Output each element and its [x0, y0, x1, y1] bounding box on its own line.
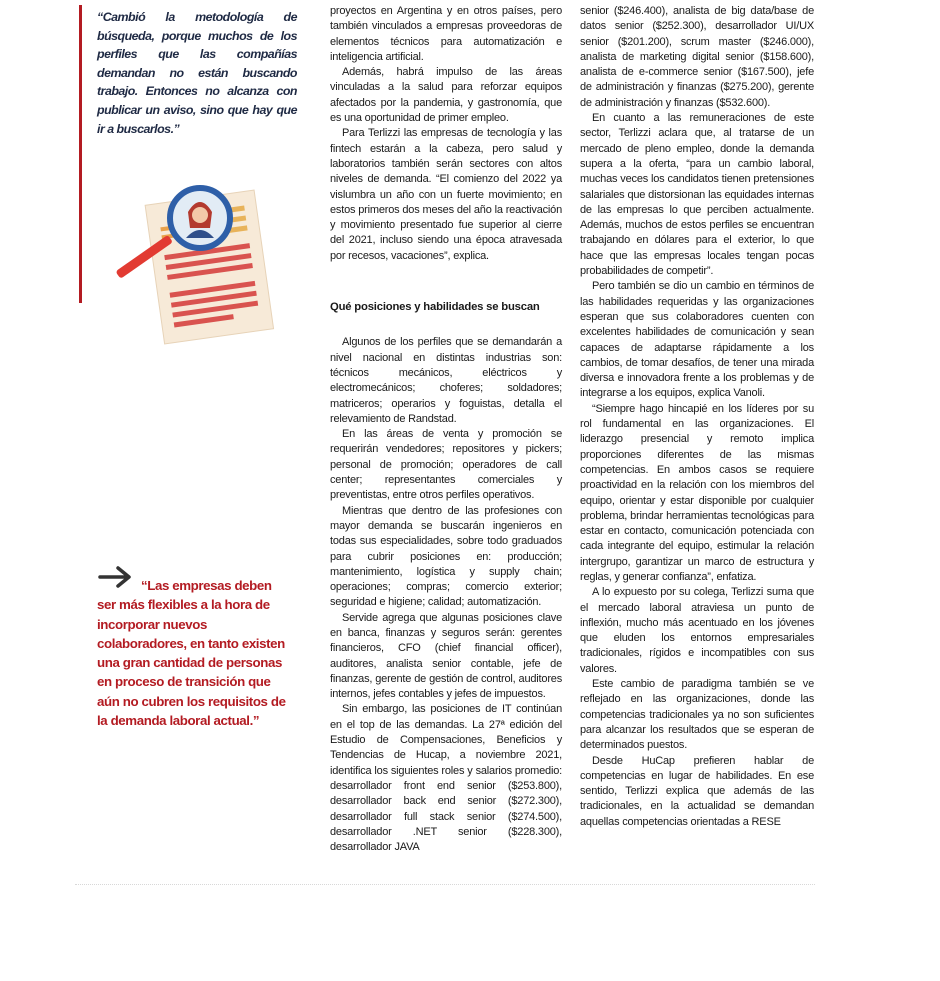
- paragraph: proyectos en Argentina y en otros países, pero también vinculados a empresas proveedoras de elementos técnicos para automatización e inteligencia artificial.: [330, 5, 562, 63]
- pull-quote-bottom: “Las empresas deben ser más flexibles a la hora de incorporar nuevos colaboradores, en tanto existen una gran cantidad de personas en proceso de transición que aún no cubren los requisitos de la demanda laboral actual.”: [97, 578, 286, 729]
- paragraph: Este cambio de paradigma también se ve reflejado en las organizaciones, donde las competencias tradicionales ya no son suficientes para alcanzar los resultados que se esperan de determinados puestos.: [580, 678, 814, 752]
- paragraph: Además, habrá impulso de las áreas vinculadas a la salud para reforzar equipos afectados por la pandemia, y gastronomía, que es una oportunidad de primer empleo.: [330, 66, 562, 125]
- section-heading: Qué posiciones y habilidades se buscan: [330, 301, 540, 314]
- paragraph: Desde HuCap prefieren hablar de competencias en lugar de habilidades. En ese sentido, Terlizzi explica que además de las tradicionales, en la actualidad se demandan aquellas competencias orientadas a RESE: [580, 754, 814, 828]
- paragraph: Pero también se dio un cambio en términos de las habilidades requeridas y las organizaciones esperan que sus colaboradores cuenten con excelentes habilidades de comunicación y sean capaces de adaptarse rápidamente a los cambios, de tomar desafíos, de tener una mirada diversa e innovadora frente a los problemas y de integrarse a los equipos, explica Vanoli.: [580, 280, 814, 400]
- paragraph: Servide agrega que algunas posiciones clave en banca, finanzas y seguros serán: gerentes financieros, CFO (chief financial officer), auditores, analista senior contable, jefe de finanzas, gerente de gestión de control, auditores internos, jefes contables y jefes de impuestos.: [330, 611, 562, 701]
- paragraph: “Siempre hago hincapié en los líderes por su rol fundamental en las organizaciones. El liderazgo presencial y remoto implica proporciones diferentes de las mismas competencias. En ambos casos se requiere proactividad en la relación con los miembros del equipo, orientar y estar disponible por cualquier problema, brindar herramientas tecnológicas para estar en contacto, comunicación potenciada con cada integrante del equipo, estimular la relación intergrupo, garantizar un marco de estructura y reglas, y generar confianza”, enfatiza.: [580, 402, 814, 583]
- magnifier-over-resume-icon: [92, 170, 282, 355]
- paragraph: Para Terlizzi las empresas de tecnología y las fintech estarán a la cabeza, pero salud y laboratorios también serán sectores con altos niveles de demanda. “El comienzo del 2022 ya vislumbra un año con un fuerte movimiento; en estos primeros dos meses del año la reactivación y movimiento presentado fue superior al cierre del 2021, incluso siendo una época atravesada por recesos, vacaciones”, explica.: [330, 127, 562, 262]
- paragraph: Mientras que dentro de las profesiones con mayor demanda se buscarán ingenieros en todas sus especialidades, sobre todo graduados para cubrir posiciones en: producción; mantenimiento, logística y supply chain; operaciones; compras; comercio exterior; seguridad e higiene; calidad; automatización.: [330, 504, 562, 609]
- paragraph: Algunos de los perfiles que se demandarán a nivel nacional en distintas industrias son: técnicos mecánicos, eléctricos y electromecánicos; choferes; soldadores; matriceros; operarios y foguistas, detalla el relevamiento de Randstad.: [330, 336, 562, 425]
- paragraph: senior ($246.400), analista de big data/base de datos senior ($252.300), desarrollador UI/UX senior ($201.200), scrum master ($246.000), analista de marketing digital senior ($158.600), analista de e-commerce senior ($167.500), jefe de administración y finanzas ($275.200), gerente de administración y finanzas ($532.600).: [580, 5, 814, 109]
- article-column-2: [580, 4, 814, 830]
- footer-divider: [75, 884, 815, 886]
- paragraph: A lo expuesto por su colega, Terlizzi suma que el mercado laboral atraviesa un punto de inflexión, mucho más acentuado en los jóvenes que eluden los entornos empresariales tradicionales, rígidos e incompatibles con sus valores.: [580, 586, 814, 675]
- article-column-1: [330, 4, 562, 855]
- paragraph: En las áreas de venta y promoción se requerirán vendedores; repositores y pickers; personal de promoción; operadores de call center; representantes comerciales y preventistas, entre otros perfiles operativos.: [330, 428, 562, 502]
- pull-quote-bar: [79, 5, 82, 303]
- paragraph: Sin embargo, las posiciones de IT continúan en el top de las demandas. La 27ª edición del Estudio de Compensaciones, Beneficios y Tendencias de Hucap, a noviembre 2021, identifica los siguientes roles y salarios promedio: desarrollador front end senior ($253.800), desarrollador back end senior ($272.300), desarrollador full stack senior ($274.500), desarrollador .NET senior ($228.300), desarrollador JAVA: [330, 703, 562, 854]
- pull-quote-top: “Cambió la metodología de búsqueda, porque muchos de los perfiles que las compañías demandan no están buscando trabajo. Entonces no alcanza con publicar un aviso, sino que hay que ir a buscarlos.”: [97, 10, 297, 136]
- paragraph: En cuanto a las remuneraciones de este sector, Terlizzi aclara que, al tratarse de un mercado de pleno empleo, donde la demanda supera a la oferta, “para un cambio laboral, muchas veces los candidatos tienen pretensiones salariales que distorsionan las equidades internas de las empresas lo que perciben actualmente. Además, muchos de estos perfiles se encuentran trabajando en dólares para el exterior, lo que hace que las empresas locales tengan pocas probabilidades de competir”.: [580, 112, 814, 278]
